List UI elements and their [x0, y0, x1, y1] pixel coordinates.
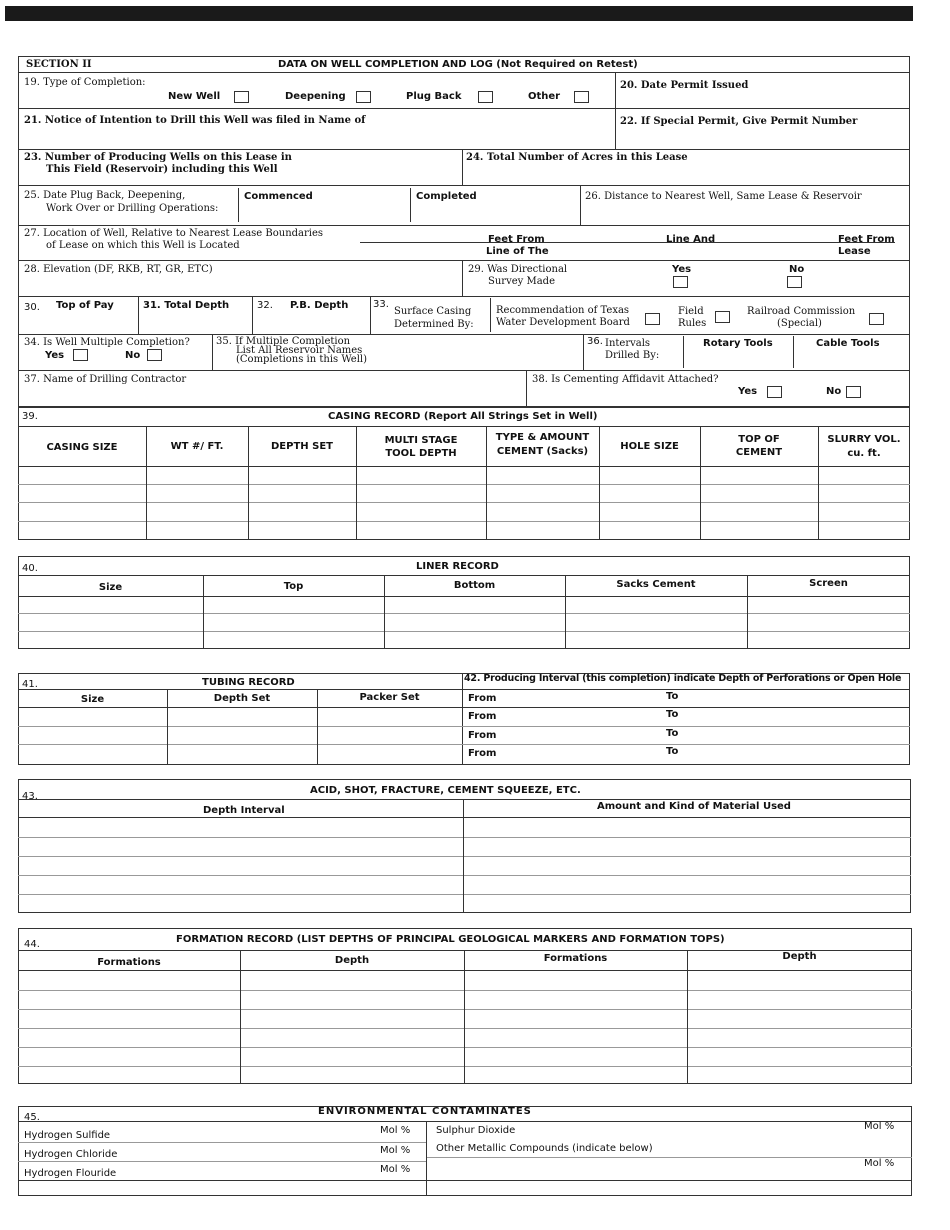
env-title: ENVIRONMENTAL CONTAMINATES [318, 1106, 532, 1117]
lease-label: Lease [838, 246, 871, 257]
field-38-label: 38. Is Cementing Affidavit Attached? [532, 374, 719, 385]
acid-title: ACID, SHOT, FRACTURE, CEMENT SQUEEZE, ETC. [310, 785, 581, 796]
field-31-label: 31. Total Depth [143, 300, 230, 311]
producing-from-1: From [468, 693, 497, 704]
casing-header-slurry-2: cu. ft. [847, 448, 881, 459]
line-of-the-label: Line of The [486, 246, 549, 257]
formation-header-formations-2: Formations [543, 953, 608, 964]
field-32-num: 32. [257, 300, 273, 311]
twdb-checkbox[interactable] [645, 313, 660, 325]
field-19-label: 19. Type of Completion: [24, 77, 146, 88]
field-30-label: Top of Pay [56, 300, 114, 311]
hcl-label: Hydrogen Chloride [24, 1149, 118, 1160]
feet-from-2-label: Feet From [838, 234, 895, 245]
liner-num: 40. [22, 563, 38, 574]
affidavit-no-label: No [826, 386, 842, 397]
tubing-title: TUBING RECORD [202, 677, 295, 688]
tubing-header-size: Size [80, 694, 105, 705]
hf-label: Hydrogen Flouride [24, 1168, 117, 1179]
other-label: Other [528, 91, 561, 102]
plug-back-checkbox[interactable] [478, 91, 493, 103]
h2s-mol: Mol % [380, 1125, 411, 1136]
field-29-line2: Survey Made [488, 276, 555, 287]
field-33-line1: Surface Casing [394, 306, 472, 317]
rrc-line1: Railroad Commission [747, 306, 856, 317]
field-32-label: P.B. Depth [290, 300, 349, 311]
section-label: SECTION II [26, 59, 92, 70]
producing-title: 42. Producing Interval (this completion) indicate Depth of Perforations or Open Hole [464, 673, 902, 684]
casing-num: 39. [22, 411, 38, 422]
formation-num: 44. [24, 939, 40, 950]
rrc-checkbox[interactable] [869, 313, 884, 325]
section-title: DATA ON WELL COMPLETION AND LOG (Not Required on Retest) [278, 59, 638, 70]
field-20-label: 20. Date Permit Issued [620, 80, 749, 91]
casing-header-multistage-2: TOOL DEPTH [385, 448, 457, 459]
acid-amount-header: Amount and Kind of Material Used [597, 801, 791, 812]
producing-from-4: From [468, 748, 497, 759]
formation-header-depth-2: Depth [782, 951, 817, 962]
field-36-line2: Drilled By: [605, 350, 660, 361]
field-35-line3: (Completions in this Well) [236, 354, 368, 365]
survey-yes-label: Yes [672, 264, 692, 275]
field-29-line1: 29. Was Directional [468, 264, 568, 275]
field-36-line1: Intervals [605, 338, 651, 349]
formation-title: FORMATION RECORD (LIST DEPTHS OF PRINCIPAL GEOLOGICAL MARKERS AND FORMATION TOPS) [176, 934, 725, 945]
affidavit-yes-checkbox[interactable] [767, 386, 782, 398]
completed-label: Completed [416, 191, 477, 202]
field-24-label: 24. Total Number of Acres in this Lease [466, 152, 688, 163]
producing-to-3: To [666, 728, 679, 739]
formation-header-depth-1: Depth [334, 955, 370, 966]
formation-header-formations-1: Formations [97, 957, 161, 968]
tubing-record-table [18, 673, 910, 765]
field-23-line1: 23. Number of Producing Wells on this Lease in [24, 152, 292, 163]
liner-header-screen: Screen [809, 578, 848, 589]
survey-no-label: No [789, 264, 805, 275]
affidavit-yes-label: Yes [738, 386, 758, 397]
casing-header-wt: WT #/ FT. [170, 441, 224, 452]
line-and-label: Line And [666, 234, 716, 245]
acid-num: 43. [22, 791, 38, 802]
field-rules-line1: Field [678, 306, 704, 317]
casing-header-slurry-1: SLURRY VOL. [827, 434, 901, 445]
commenced-label: Commenced [244, 191, 313, 202]
liner-header-bottom: Bottom [453, 580, 496, 591]
deepening-checkbox[interactable] [356, 91, 371, 103]
multi-yes-checkbox[interactable] [73, 349, 88, 361]
plug-back-label: Plug Back [406, 91, 462, 102]
field-37-label: 37. Name of Drilling Contractor [24, 374, 187, 385]
producing-to-2: To [666, 709, 679, 720]
survey-no-checkbox[interactable] [787, 276, 802, 288]
field-27-line1: 27. Location of Well, Relative to Nearest Lease Boundaries [24, 228, 324, 239]
field-35-line2: List All Reservoir Names [236, 345, 363, 356]
field-22-label: 22. If Special Permit, Give Permit Number [620, 116, 858, 127]
field-rules-line2: Rules [678, 318, 707, 329]
casing-header-cement-2: CEMENT (Sacks) [496, 446, 589, 457]
liner-header-sacks: Sacks Cement [616, 579, 696, 590]
h2s-label: Hydrogen Sulfide [24, 1130, 111, 1141]
producing-to-4: To [666, 746, 679, 757]
multi-yes-label: Yes [45, 350, 65, 361]
casing-header-cement-1: TYPE & AMOUNT [495, 432, 590, 443]
field-36-num: 36. [587, 336, 603, 347]
liner-title: LINER RECORD [416, 561, 499, 572]
field-26-label: 26. Distance to Nearest Well, Same Lease & Reservoir [585, 191, 862, 202]
casing-header-hole: HOLE SIZE [620, 441, 679, 452]
casing-header-multistage-1: MULTI STAGE [384, 435, 458, 446]
hcl-mol: Mol % [380, 1145, 411, 1156]
producing-from-2: From [468, 711, 497, 722]
casing-header-top-2: CEMENT [735, 447, 783, 458]
multi-no-label: No [125, 350, 141, 361]
casing-header-top-1: TOP OF [738, 434, 780, 445]
twdb-line2: Water Development Board [496, 317, 630, 328]
field-33-num: 33. [373, 299, 389, 310]
field-34-label: 34. Is Well Multiple Completion? [24, 337, 190, 348]
top-scan-bar [5, 6, 913, 21]
hf-mol: Mol % [380, 1164, 411, 1175]
cable-tools-label: Cable Tools [816, 338, 880, 349]
tubing-num: 41. [22, 679, 38, 690]
tubing-header-packer: Packer Set [359, 692, 420, 703]
other-checkbox[interactable] [574, 91, 589, 103]
field-rules-checkbox[interactable] [715, 311, 730, 323]
field-30-num: 30. [24, 302, 40, 313]
acid-depth-header: Depth Interval [203, 805, 285, 816]
affidavit-no-checkbox[interactable] [846, 386, 861, 398]
env-num: 45. [24, 1112, 40, 1123]
rrc-line2: (Special) [777, 318, 822, 329]
field-23-line2: This Field (Reservoir) including this Well [46, 164, 278, 175]
new-well-checkbox[interactable] [234, 91, 249, 103]
twdb-line1: Recommendation of Texas [496, 305, 630, 316]
casing-header-depth: DEPTH SET [271, 441, 333, 452]
producing-from-3: From [468, 730, 497, 741]
casing-title: CASING RECORD (Report All Strings Set in Well) [328, 411, 598, 422]
other-metallic-label: Other Metallic Compounds (indicate below) [436, 1143, 653, 1154]
field-21-label: 21. Notice of Intention to Drill this Well was filed in Name of [24, 115, 366, 126]
other-metallic-mol: Mol % [864, 1158, 895, 1169]
deepening-label: Deepening [285, 91, 346, 102]
field-35-line1: 35. If Multiple Completion [216, 336, 351, 347]
field-28-label: 28. Elevation (DF, RKB, RT, GR, ETC) [24, 264, 213, 275]
multi-no-checkbox[interactable] [147, 349, 162, 361]
field-33-line2: Determined By: [394, 319, 474, 330]
so2-mol: Mol % [864, 1121, 895, 1132]
rotary-tools-label: Rotary Tools [703, 338, 773, 349]
new-well-label: New Well [168, 91, 221, 102]
producing-to-1: To [666, 691, 679, 702]
casing-header-size: CASING SIZE [46, 442, 118, 453]
liner-header-size: Size [98, 582, 123, 593]
so2-label: Sulphur Dioxide [436, 1125, 516, 1136]
survey-yes-checkbox[interactable] [673, 276, 688, 288]
field-27-line2: of Lease on which this Well is Located [46, 240, 240, 251]
liner-header-top: Top [283, 581, 304, 592]
field-25-line1: 25. Date Plug Back, Deepening, [24, 190, 186, 201]
tubing-header-depth: Depth Set [213, 693, 271, 704]
field-25-line2: Work Over or Drilling Operations: [46, 203, 219, 214]
feet-from-label: Feet From [488, 234, 545, 245]
